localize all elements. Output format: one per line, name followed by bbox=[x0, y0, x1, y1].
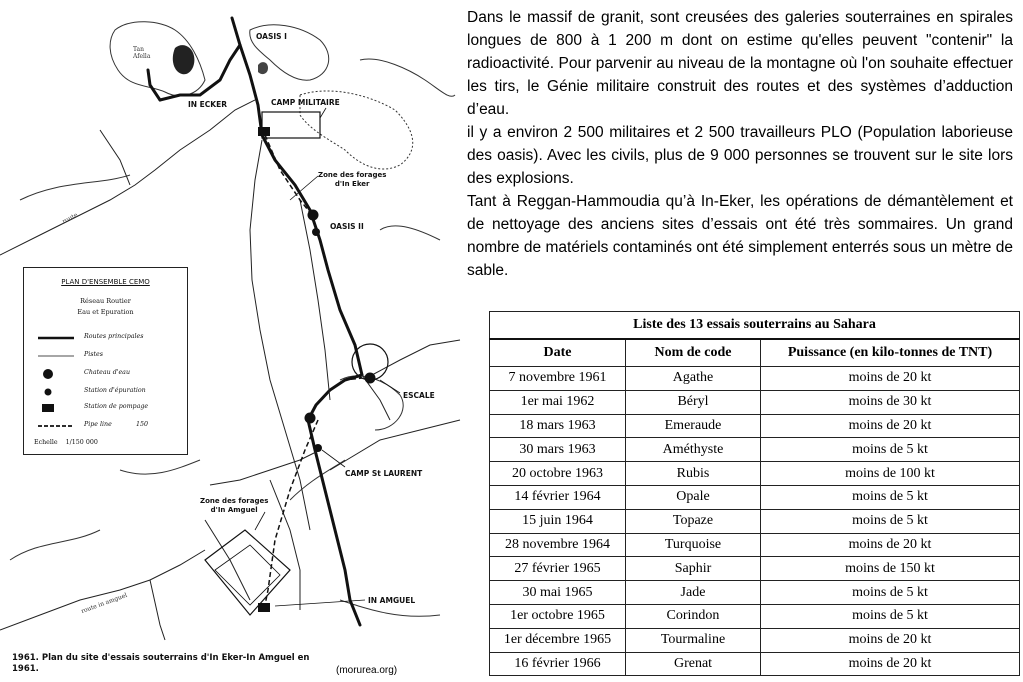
table-cell-yield: moins de 5 kt bbox=[761, 438, 1020, 462]
table-cell-date: 18 mars 1963 bbox=[490, 414, 626, 438]
table-row bbox=[490, 533, 1020, 557]
table-cell-date: 15 juin 1964 bbox=[490, 509, 626, 533]
table-body bbox=[490, 367, 1020, 676]
legend-label: Station de pompage bbox=[84, 403, 149, 410]
table-cell-yield: moins de 30 kt bbox=[761, 390, 1020, 414]
table-cell-yield: moins de 20 kt bbox=[761, 414, 1020, 438]
table-cell-date: 27 février 1965 bbox=[490, 557, 626, 581]
table-row bbox=[490, 652, 1020, 676]
table-cell-date: 7 novembre 1961 bbox=[490, 367, 626, 391]
table-row bbox=[490, 628, 1020, 652]
site-map bbox=[0, 0, 462, 682]
table-cell-code-name: Béryl bbox=[626, 390, 761, 414]
table-cell-code-name: Emeraude bbox=[626, 414, 761, 438]
legend-subtitle-2: Eau et Epuration bbox=[77, 308, 134, 316]
table-cell-code-name: Saphir bbox=[626, 557, 761, 581]
pumping-station-icon bbox=[36, 402, 76, 414]
table-row bbox=[490, 462, 1020, 486]
table-cell-code-name: Tourmaline bbox=[626, 628, 761, 652]
table-cell-yield: moins de 20 kt bbox=[761, 367, 1020, 391]
table-row bbox=[490, 581, 1020, 605]
table-cell-code-name: Corindon bbox=[626, 604, 761, 628]
table-cell-code-name: Améthyste bbox=[626, 438, 761, 462]
track-icon bbox=[36, 350, 76, 362]
pipeline-icon bbox=[36, 420, 76, 432]
label-camp-militaire: CAMP MILITAIRE bbox=[271, 98, 340, 107]
table-cell-code-name: Jade bbox=[626, 581, 761, 605]
legend-scale: Echelle 1/150 000 bbox=[34, 439, 98, 446]
table-cell-yield: moins de 5 kt bbox=[761, 509, 1020, 533]
column-header-yield: Puissance (en kilo-tonnes de TNT) bbox=[761, 339, 1020, 367]
table-row bbox=[490, 604, 1020, 628]
legend-item-tracks bbox=[36, 350, 186, 362]
label-camp-st-laurent: CAMP St LAURENT bbox=[345, 469, 423, 478]
table-row bbox=[490, 367, 1020, 391]
label-zone-forages-in-amguel: Zone des forages d'In Amguel bbox=[200, 497, 269, 514]
table-row bbox=[490, 438, 1020, 462]
label-tan-afella: Tan Afella bbox=[133, 46, 151, 61]
paragraph: Tant à Reggan-Hammoudia qu’à In-Eker, les opérations de démantèlement et de nettoyage des anciens sites d’essais ont été très sommaires. Un grand nombre de matériels contaminés ont été simplement enterrés sous un mètre de sable. bbox=[467, 193, 1013, 279]
table-cell-date: 14 février 1964 bbox=[490, 485, 626, 509]
column-header-code-name: Nom de code bbox=[626, 339, 761, 367]
table-cell-date: 1er décembre 1965 bbox=[490, 628, 626, 652]
table-cell-yield: moins de 20 kt bbox=[761, 652, 1020, 676]
legend-item-roads bbox=[36, 332, 186, 344]
water-tower-icon bbox=[36, 368, 76, 380]
underground-tests-table bbox=[489, 311, 1020, 676]
label-escale: ESCALE bbox=[403, 391, 435, 400]
table-row bbox=[490, 485, 1020, 509]
table-cell-yield: moins de 20 kt bbox=[761, 533, 1020, 557]
table-cell-date: 16 février 1966 bbox=[490, 652, 626, 676]
table-cell-code-name: Opale bbox=[626, 485, 761, 509]
table-cell-date: 30 mai 1965 bbox=[490, 581, 626, 605]
legend-label: Chateau d'eau bbox=[84, 369, 130, 376]
table-cell-date: 1er mai 1962 bbox=[490, 390, 626, 414]
legend-item-purification bbox=[36, 386, 186, 398]
table-row bbox=[490, 509, 1020, 533]
label-in-amguel: IN AMGUEL bbox=[368, 596, 416, 605]
column-header-date: Date bbox=[490, 339, 626, 367]
legend-item-pumping bbox=[36, 402, 186, 414]
legend-title: PLAN D'ENSEMBLE CEMO bbox=[61, 278, 150, 286]
table-cell-yield: moins de 5 kt bbox=[761, 604, 1020, 628]
table-row bbox=[490, 390, 1020, 414]
table-cell-code-name: Agathe bbox=[626, 367, 761, 391]
table-title: Liste des 13 essais souterrains au Sahara bbox=[490, 312, 1020, 340]
table-row bbox=[490, 414, 1020, 438]
table-cell-date: 20 octobre 1963 bbox=[490, 462, 626, 486]
table-cell-yield: moins de 100 kt bbox=[761, 462, 1020, 486]
label-road-southwest: route in amguel bbox=[80, 591, 129, 616]
table-cell-date: 1er octobre 1965 bbox=[490, 604, 626, 628]
map-caption: 1961. Plan du site d'essais souterrains d'In Eker-In Amguel en 1961. bbox=[12, 653, 310, 675]
legend-item-pipeline bbox=[36, 420, 186, 432]
map-legend bbox=[23, 267, 188, 455]
table-cell-date: 28 novembre 1964 bbox=[490, 533, 626, 557]
table-cell-yield: moins de 5 kt bbox=[761, 485, 1020, 509]
table-cell-yield: moins de 5 kt bbox=[761, 581, 1020, 605]
table-cell-code-name: Topaze bbox=[626, 509, 761, 533]
legend-label: Pipe line bbox=[84, 421, 112, 428]
label-oasis-1: OASIS I bbox=[256, 32, 287, 41]
table-cell-yield: moins de 20 kt bbox=[761, 628, 1020, 652]
road-icon bbox=[36, 332, 76, 344]
legend-item-water-tower bbox=[36, 368, 186, 380]
purification-icon bbox=[36, 386, 76, 398]
paragraph: il y a environ 2 500 militaires et 2 500 travailleurs PLO (Population laborieuse des oasis). Avec les civils, plus de 9 000 personnes se trouvent sur le site lors des explosions. bbox=[467, 124, 1013, 187]
legend-label: Routes principales bbox=[84, 333, 144, 340]
paragraph: Dans le massif de granit, sont creusées des galeries souterraines en spirales longues de 800 à 1 200 m dont on estime qu'elles peuvent "contenir" la radioactivité. Pour parvenir au niveau de la montagne où l'on souhaite effectuer les tirs, le Génie militaire construit des routes et des systèmes d’adduction d’eau. bbox=[467, 9, 1013, 118]
table-cell-yield: moins de 150 kt bbox=[761, 557, 1020, 581]
table-cell-date: 30 mars 1963 bbox=[490, 438, 626, 462]
legend-label: Station d'épuration bbox=[84, 387, 146, 394]
label-zone-forages-in-eker: Zone des forages d'In Eker bbox=[318, 171, 387, 188]
legend-label: Pistes bbox=[84, 351, 103, 358]
table-row bbox=[490, 557, 1020, 581]
table-cell-code-name: Rubis bbox=[626, 462, 761, 486]
table-cell-code-name: Turquoise bbox=[626, 533, 761, 557]
table-cell-code-name: Grenat bbox=[626, 652, 761, 676]
legend-subtitle-1: Réseau Routier bbox=[80, 297, 131, 305]
legend-extra: 150 bbox=[136, 421, 149, 428]
description-text bbox=[467, 6, 1013, 282]
label-oasis-2: OASIS II bbox=[330, 222, 364, 231]
label-in-ecker: IN ECKER bbox=[188, 100, 228, 109]
label-road-west: route bbox=[61, 211, 79, 226]
map-source: (morurea.org) bbox=[336, 665, 398, 676]
